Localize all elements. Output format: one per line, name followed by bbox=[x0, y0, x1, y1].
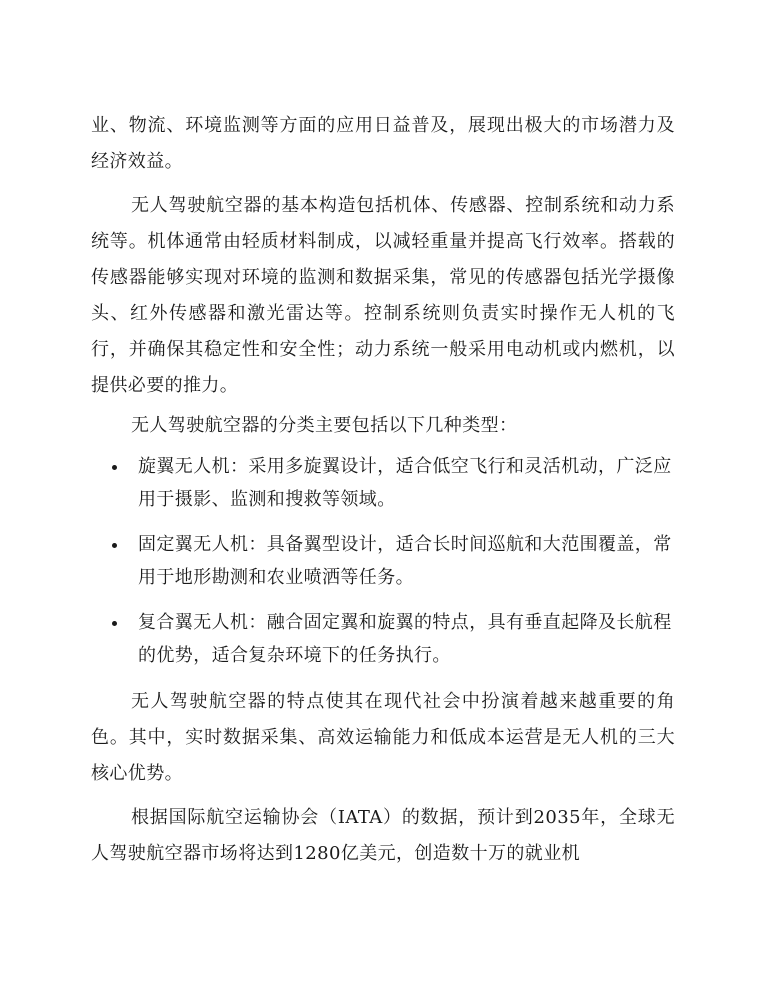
classification-list bbox=[91, 450, 675, 672]
bullet-icon bbox=[112, 621, 117, 626]
list-item-text: 固定翼无人机：具备翼型设计，适合长时间巡航和大范围覆盖，常用于地形勘测和农业喷洒等任务。 bbox=[138, 534, 672, 588]
paragraph-structure: 无人驾驶航空器的基本构造包括机体、传感器、控制系统和动力系统等。机体通常由轻质材料制成，以减轻重量并提高飞行效率。搭载的传感器能够实现对环境的监测和数据采集，常见的传感器包括光学摄像头、红外传感器和激光雷达等。控制系统则负责实时操作无人机的飞行，并确保其稳定性和安全性；动力系统一般采用电动机或内燃机，以提供必要的推力。 bbox=[91, 195, 675, 396]
list-item-hybrid-wing bbox=[91, 606, 675, 672]
paragraph-market-data: 根据国际航空运输协会（IATA）的数据，预计到2035年，全球无人驾驶航空器市场将达到1280亿美元，创造数十万的就业机 bbox=[91, 807, 675, 864]
paragraph-features: 无人驾驶航空器的特点使其在现代社会中扮演着越来越重要的角色。其中，实时数据采集、高效运输能力和低成本运营是无人机的三大核心优势。 bbox=[91, 691, 675, 784]
list-item-text: 旋翼无人机：采用多旋翼设计，适合低空飞行和灵活机动，广泛应用于摄影、监测和搜救等领域。 bbox=[138, 456, 672, 510]
bullet-icon bbox=[112, 465, 117, 470]
bullet-icon bbox=[112, 543, 117, 548]
paragraph-continuation: 业、物流、环境监测等方面的应用日益普及，展现出极大的市场潜力及经济效益。 bbox=[91, 115, 675, 172]
list-item-rotary-wing bbox=[91, 450, 675, 516]
list-item-text: 复合翼无人机：融合固定翼和旋翼的特点，具有垂直起降及长航程的优势，适合复杂环境下的任务执行。 bbox=[138, 612, 672, 666]
list-item-fixed-wing bbox=[91, 528, 675, 594]
paragraph-classification-intro: 无人驾驶航空器的分类主要包括以下几种类型： bbox=[131, 415, 518, 436]
